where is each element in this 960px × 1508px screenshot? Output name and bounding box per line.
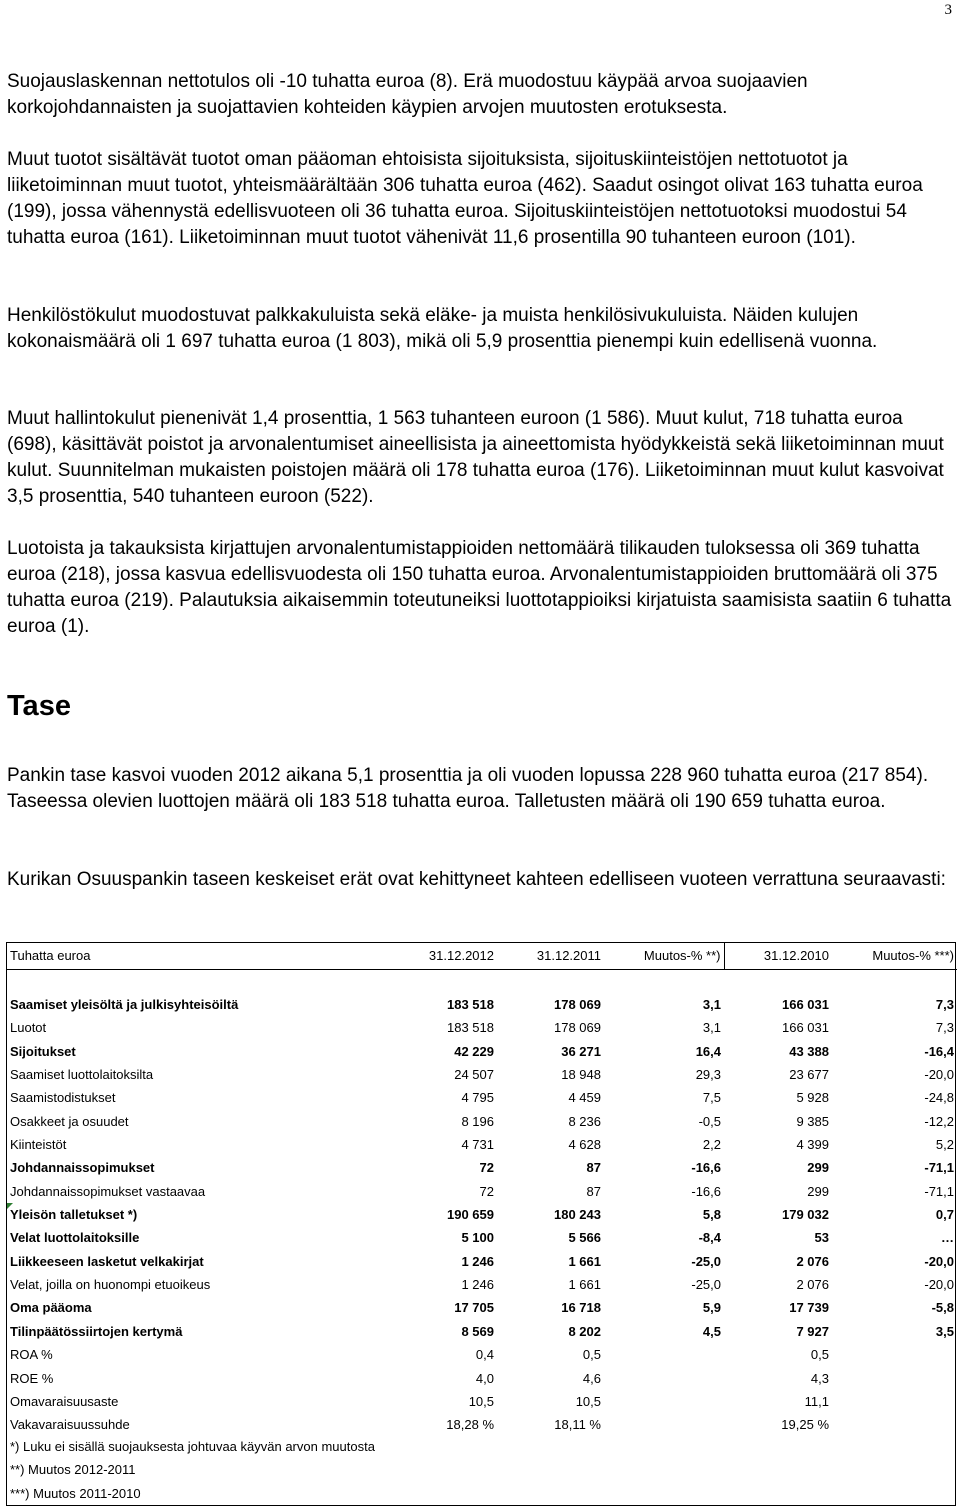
row-value: 0,5 (810, 1347, 829, 1363)
row-value: -20,0 (924, 1067, 954, 1083)
row-value: -25,0 (691, 1253, 721, 1269)
row-value: 18 948 (561, 1067, 601, 1083)
row-value: 7,3 (935, 1020, 954, 1036)
table-row (7, 1133, 957, 1156)
row-value: 43 388 (789, 1043, 829, 1059)
table-row (7, 1273, 957, 1296)
row-value: 7,3 (935, 997, 954, 1012)
row-label: Saamistodistukset (10, 1090, 116, 1106)
row-value: -20,0 (924, 1277, 954, 1293)
table-row (7, 1203, 957, 1226)
row-value: 16 718 (561, 1300, 601, 1316)
row-label: Saamiset luottolaitoksilta (10, 1067, 154, 1083)
row-value: -12,2 (924, 1113, 954, 1129)
row-value: 183 518 (447, 1020, 494, 1036)
row-value (604, 1390, 724, 1413)
row-label: Osakkeet ja osuudet (10, 1113, 129, 1129)
row-value: 5 928 (796, 1090, 829, 1106)
row-value: … (941, 1230, 954, 1246)
row-value: 3,1 (702, 997, 721, 1012)
row-value: 10,5 (575, 1393, 601, 1409)
balance-sheet-grid (7, 943, 957, 1437)
row-value: 5,2 (935, 1137, 954, 1153)
row-value: 87 (586, 1160, 601, 1176)
row-value: 17 705 (454, 1300, 494, 1316)
row-value (832, 1413, 957, 1436)
row-value: 190 659 (447, 1207, 494, 1223)
row-value: -71,1 (924, 1160, 954, 1176)
row-value: 2,2 (702, 1137, 721, 1153)
section-heading-tase: Tase (7, 690, 71, 722)
table-row (7, 1040, 957, 1063)
table-row (7, 1413, 957, 1436)
row-value: 3,1 (702, 1020, 721, 1036)
row-value (604, 1413, 724, 1436)
table-row (7, 1367, 957, 1390)
paragraph-hedge-accounting: Suojauslaskennan nettotulos oli -10 tuhatta euroa (8). Erä muodostuu käypää arvoa suojaavien korkojohdannaisten ja suojattavien kohteiden käypien arvojen muutosten erotuksesta. (7, 71, 808, 118)
row-value: 183 518 (447, 997, 494, 1012)
row-value: 4,5 (702, 1323, 721, 1339)
row-value: -5,8 (931, 1300, 954, 1316)
row-label: Johdannaissopimukset (10, 1160, 155, 1176)
row-value: 4 795 (461, 1090, 494, 1106)
table-row (7, 1156, 957, 1179)
row-value: 23 677 (789, 1067, 829, 1083)
row-value: 2 076 (796, 1253, 829, 1269)
row-value: 53 (814, 1230, 829, 1246)
row-value: 18,11 % (554, 1417, 601, 1433)
row-label: Yleisön talletukset *) (7, 1203, 397, 1226)
row-value: 4 628 (568, 1137, 601, 1153)
row-value: 8 196 (461, 1113, 494, 1129)
row-value: 2 076 (796, 1277, 829, 1293)
row-label: Velat, joilla on huonompi etuoikeus (10, 1277, 211, 1293)
table-row (7, 1296, 957, 1319)
row-value: 179 032 (782, 1207, 829, 1223)
row-value: 4,3 (810, 1370, 829, 1386)
row-value: 180 243 (554, 1207, 601, 1223)
row-value: 72 (479, 1183, 494, 1199)
row-value: 11,1 (804, 1393, 829, 1409)
row-value: -16,6 (691, 1183, 721, 1199)
row-value: -16,4 (924, 1043, 954, 1059)
row-label: Omavaraisuusaste (10, 1393, 119, 1409)
header-change-11-10: Muutos-% ***) (832, 943, 957, 970)
row-value: 166 031 (782, 1020, 829, 1036)
cell-comment-marker-icon (7, 1203, 13, 1209)
row-value: 7 927 (796, 1323, 829, 1339)
header-unit: Tuhatta euroa (7, 943, 397, 970)
row-value: 4,0 (475, 1370, 494, 1386)
row-label: ROE % (10, 1370, 54, 1386)
row-label: Saamiset yleisöltä ja julkisyhteisöiltä (10, 997, 239, 1012)
row-value (832, 1343, 957, 1366)
row-label: Liikkeeseen lasketut velkakirjat (10, 1253, 204, 1269)
table-row (7, 993, 957, 1016)
row-value: 166 031 (782, 997, 829, 1012)
table-row (7, 1250, 957, 1273)
row-value: 0,7 (935, 1207, 954, 1223)
row-value: 4,6 (582, 1370, 601, 1386)
row-value: 0,4 (475, 1347, 494, 1363)
row-value: 42 229 (454, 1043, 494, 1059)
footnote-2: **) Muutos 2012-2011 (10, 1462, 136, 1478)
header-2012: 31.12.2012 (397, 943, 497, 970)
row-value: -0,5 (698, 1113, 721, 1129)
row-value: -20,0 (924, 1253, 954, 1269)
row-value: 24 507 (454, 1067, 494, 1083)
row-value: 7,5 (702, 1090, 721, 1106)
row-value: 178 069 (554, 1020, 601, 1036)
row-value: 5 566 (568, 1230, 601, 1246)
row-value: 72 (479, 1160, 494, 1176)
row-value (832, 1390, 957, 1413)
row-value: -71,1 (924, 1183, 954, 1199)
row-value: 18,28 % (446, 1417, 494, 1433)
paragraph-impairments: Luotoista ja takauksista kirjattujen arvonalentumistappioiden nettomäärä tilikauden tuloksessa oli 369 tuhatta euroa (218), jossa kasvua edellisvuodesta oli 150 tuhatta euroa. Arvonalentumistappioiden bruttomäärä oli 375 tuhatta euroa (219). Palautuksia aikaisemmin toteutuneiksi luottotappioiksi kirjatuista saamisista saatiin 6 tuhatta euroa (1). (7, 538, 952, 637)
row-value: -16,6 (691, 1160, 721, 1176)
row-value: -25,0 (691, 1277, 721, 1293)
table-row (7, 1390, 957, 1413)
row-label: Vakavaraisuussuhde (10, 1417, 130, 1433)
paragraph-personnel-costs: Henkilöstökulut muodostuvat palkkakuluista sekä eläke- ja muista henkilösivukuluista. Näiden kulujen kokonaismäärä oli 1 697 tuhatta euroa (1 803), mikä oli 5,9 prosenttia pienempi kuin edellisenä vuonna. (7, 305, 878, 352)
row-value: 1 246 (461, 1277, 494, 1293)
row-value: 8 569 (461, 1323, 494, 1339)
row-value: 0,5 (582, 1347, 601, 1363)
row-value: 8 202 (568, 1323, 601, 1339)
paragraph-table-intro: Kurikan Osuuspankin taseen keskeiset erät ovat kehittyneet kahteen edelliseen vuoteen verrattuna seuraavasti: (7, 869, 946, 890)
table-row (7, 1226, 957, 1249)
row-value: 36 271 (561, 1043, 601, 1059)
balance-sheet-table (6, 942, 956, 1506)
row-value: 3,5 (935, 1323, 954, 1339)
row-value: 299 (807, 1160, 829, 1176)
table-row (7, 1343, 957, 1366)
row-value: -8,4 (698, 1230, 721, 1246)
row-label: Oma pääoma (10, 1300, 92, 1316)
table-row (7, 1180, 957, 1203)
row-value: -24,8 (924, 1090, 954, 1106)
row-value: 4 459 (568, 1090, 601, 1106)
paragraph-balance-sheet: Pankin tase kasvoi vuoden 2012 aikana 5,1 prosenttia ja oli vuoden lopussa 228 960 tuhatta euroa (217 854). Taseessa olevien luottojen määrä oli 183 518 tuhatta euroa. Talletusten määrä oli 190 659 tuhatta euroa. (7, 765, 929, 812)
row-value: 1 246 (461, 1253, 494, 1269)
footnote-3: ***) Muutos 2011-2010 (10, 1485, 141, 1501)
row-value: 299 (807, 1183, 829, 1199)
row-value (604, 1367, 724, 1390)
row-value: 5 100 (461, 1230, 494, 1246)
table-spacer-row (7, 970, 957, 994)
row-value: 16,4 (695, 1043, 721, 1059)
row-value: 17 739 (789, 1300, 829, 1316)
row-label: Kiinteistöt (10, 1137, 67, 1153)
row-value: 4 399 (796, 1137, 829, 1153)
row-value: 87 (586, 1183, 601, 1199)
row-value (832, 1367, 957, 1390)
row-value: 1 661 (568, 1277, 601, 1293)
row-value: 9 385 (796, 1113, 829, 1129)
row-value: 5,9 (702, 1300, 721, 1316)
row-value: 8 236 (568, 1113, 601, 1129)
row-label: Sijoitukset (10, 1043, 76, 1059)
table-row (7, 1320, 957, 1343)
row-label: Luotot (10, 1020, 47, 1036)
row-label: ROA % (10, 1347, 53, 1363)
row-value: 178 069 (554, 997, 601, 1012)
row-value: 10,5 (468, 1393, 494, 1409)
row-value: 5,8 (702, 1207, 721, 1223)
table-footnotes (7, 1435, 955, 1505)
table-row (7, 1110, 957, 1133)
row-label: Johdannaissopimukset vastaavaa (10, 1183, 206, 1199)
table-row (7, 1086, 957, 1109)
row-value: 29,3 (695, 1067, 721, 1083)
table-row (7, 1063, 957, 1086)
row-label: Tilinpäätössiirtojen kertymä (10, 1323, 183, 1339)
row-value: 1 661 (568, 1253, 601, 1269)
paragraph-admin-costs: Muut hallintokulut pienenivät 1,4 prosenttia, 1 563 tuhanteen euroon (1 586). Muut kulut, 718 tuhatta euroa (698), käsittävät poistot ja arvonalentumiset aineellisista ja aineettomista hyödykkeistä sekä liiketoiminnan muut kulut. Suunnitelman mukaisten poistojen määrä oli 178 tuhatta euroa (176). Liiketoiminnan muut kulut kasvoivat 3,5 prosenttia, 540 tuhanteen euroon (522). (7, 408, 944, 507)
header-change-12-11: Muutos-% **) (604, 943, 724, 970)
paragraph-other-income: Muut tuotot sisältävät tuotot oman pääoman ehtoisista sijoituksista, sijoituskiinteistöjen nettotuotot ja liiketoiminnan muut tuotot, yhteismäärältään 306 tuhatta euroa (462). Saadut osingot olivat 163 tuhatta euroa (199), jossa vähennystä edellisvuoteen oli 36 tuhatta euroa. Sijoituskiinteistöjen nettotuotoksi muodostui 54 tuhatta euroa (161). Liiketoiminnan muut tuotot vähenivät 11,6 prosentilla 90 tuhanteen euroon (101). (7, 149, 923, 248)
row-value: 19,25 % (781, 1417, 829, 1433)
table-row (7, 1016, 957, 1039)
header-2011: 31.12.2011 (497, 943, 604, 970)
header-2010: 31.12.2010 (724, 943, 832, 970)
row-label: Velat luottolaitoksille (10, 1230, 140, 1246)
row-value (604, 1343, 724, 1366)
row-value: 4 731 (461, 1137, 494, 1153)
table-header-row (7, 943, 957, 970)
footnote-1: *) Luku ei sisällä suojauksesta johtuvaa käyvän arvon muutosta (10, 1439, 375, 1455)
page-number: 3 (944, 2, 952, 18)
